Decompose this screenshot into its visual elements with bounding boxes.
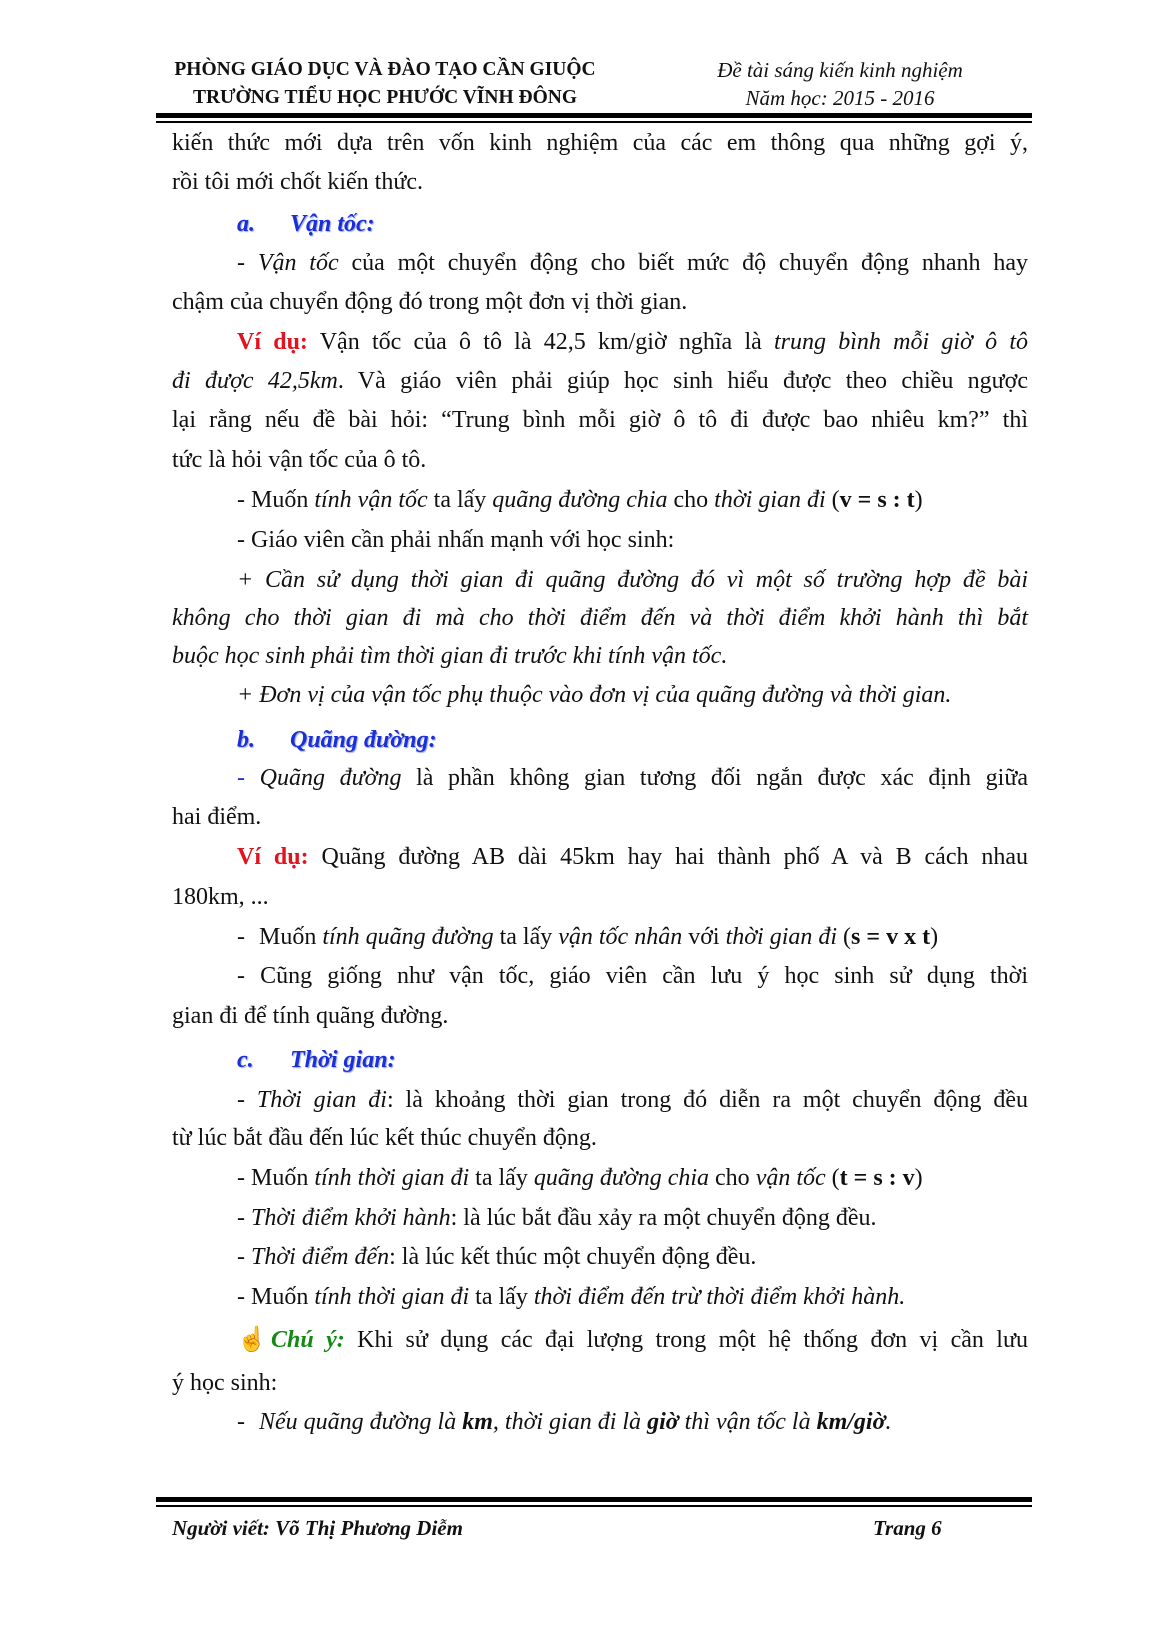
- doc-line-2: Năm học: 2015 - 2016: [745, 86, 935, 110]
- text-line: [237, 1085, 1028, 1115]
- text-run: Quãng đường: [259, 765, 402, 791]
- text-run: (: [837, 924, 852, 950]
- text-run: tính thời gian đi: [314, 1284, 470, 1310]
- text-line: [237, 842, 1028, 872]
- text-run: ): [930, 924, 939, 950]
- text-run: trung bình mỗi giờ ô tô: [774, 329, 1028, 355]
- text-run: -: [237, 250, 258, 276]
- text-line: [237, 922, 1028, 952]
- note-label: Chú ý:: [271, 1327, 345, 1353]
- header-rule-thick: [156, 113, 1032, 118]
- text-run: -: [237, 1244, 251, 1270]
- text-line: [172, 445, 1028, 475]
- text-line: [172, 603, 1028, 633]
- text-run: tính thời gian đi: [314, 1165, 470, 1191]
- text-run: tính vận tốc: [314, 487, 428, 513]
- heading-title: Quãng đường:: [290, 727, 437, 753]
- text-line: [237, 1325, 1028, 1355]
- text-run: của một chuyển động cho biết mức độ chuyển động nhanh hay: [338, 250, 1028, 276]
- text-run: từ lúc bắt đầu đến lúc kết thúc chuyển động.: [172, 1125, 597, 1151]
- text-run: .: [885, 1409, 892, 1435]
- text-run: là phần không gian tương đối ngắn được xác định giữa: [401, 765, 1028, 791]
- text-run: đi được 42,5km: [172, 368, 338, 394]
- text-run: thì vận tốc là: [678, 1409, 817, 1435]
- text-run: : là lúc kết thúc một chuyển động đều.: [389, 1244, 757, 1270]
- text-run: lại rằng nếu đề bài hỏi: “Trung bình mỗi giờ ô tô đi được bao nhiêu km?” thì: [172, 407, 1028, 433]
- text-run: -: [237, 924, 245, 950]
- text-run: cho: [667, 487, 715, 513]
- text-run: - Muốn: [237, 1165, 315, 1191]
- text-line: [172, 1123, 1028, 1153]
- org-line-2: TRƯỜNG TIỂU HỌC PHƯỚC VĨNH ĐÔNG: [192, 87, 578, 108]
- text-run: ta lấy: [493, 924, 559, 950]
- heading-letter: c.: [237, 1047, 254, 1073]
- text-run: quãng đường chia: [533, 1165, 710, 1191]
- footer-rule-thick: [156, 1497, 1032, 1502]
- text-line: [172, 366, 1028, 396]
- text-run: , thời gian đi là: [492, 1409, 648, 1435]
- text-run: rồi tôi mới chốt kiến thức.: [172, 169, 423, 195]
- text-run: chậm của chuyển động đó trong một đơn vị thời gian.: [172, 289, 688, 315]
- text-line: [237, 763, 1028, 793]
- text-run: : là lúc bắt đầu xảy ra một chuyển động đều.: [450, 1205, 877, 1231]
- text-line: [237, 485, 1028, 515]
- text-line: [237, 1203, 1028, 1233]
- text-run: km: [462, 1409, 493, 1435]
- text-line: [237, 1282, 1028, 1312]
- text-run: Nếu quãng đường là: [259, 1409, 463, 1435]
- section-heading: [237, 209, 1093, 239]
- text-run: -: [237, 1087, 257, 1113]
- text-line: [237, 327, 1028, 357]
- text-run: - Cũng giống như vận tốc, giáo viên cần lưu ý học sinh sử dụng thời: [237, 963, 1028, 989]
- text-run: vận tốc nhân: [558, 924, 683, 950]
- heading-letter: a.: [237, 211, 255, 237]
- pointing-hand-icon: ☝: [237, 1327, 267, 1353]
- text-run: t = s : v: [839, 1165, 915, 1191]
- text-run: vận tốc: [755, 1165, 826, 1191]
- text-run: với: [682, 924, 726, 950]
- text-line: [237, 1242, 1028, 1272]
- text-line: [237, 961, 1028, 991]
- text-run: ): [914, 1165, 923, 1191]
- heading-title: Thời gian:: [290, 1047, 396, 1073]
- text-line: [172, 287, 1028, 317]
- heading-title: Vận tốc:: [290, 211, 375, 237]
- text-run: cho: [709, 1165, 756, 1191]
- doc-line-1: Đề tài sáng kiến kinh nghiệm: [717, 58, 963, 82]
- text-run: tính quãng đường: [322, 924, 494, 950]
- heading-letter: b.: [237, 727, 255, 753]
- text-run: tức là hỏi vận tốc của ô tô.: [172, 447, 427, 473]
- text-run: thời điểm đến trừ thời điểm khởi hành.: [533, 1284, 906, 1310]
- section-heading: [237, 725, 1093, 755]
- text-run: ta lấy: [427, 487, 493, 513]
- text-run: hai điểm.: [172, 804, 262, 830]
- text-line: [172, 128, 1028, 158]
- text-line: [172, 405, 1028, 435]
- text-run: gian đi để tính quãng đường.: [172, 1003, 449, 1029]
- header-document-info: [680, 56, 1000, 112]
- footer-page-number: Trang 6: [873, 1516, 942, 1540]
- example-label: Ví dụ:: [237, 329, 308, 355]
- text-run: không cho thời gian đi mà cho thời điểm đến và thời điểm khởi hành thì bắt: [172, 605, 1028, 631]
- text-line: [172, 167, 1028, 197]
- text-run: + Đơn vị của vận tốc phụ thuộc vào đơn vị của quãng đường và thời gian.: [237, 682, 952, 708]
- text-line: [237, 1407, 1028, 1437]
- text-line: [237, 525, 1028, 555]
- text-run: thời gian đi: [725, 924, 838, 950]
- footer-author: Người viết: Võ Thị Phương Diễm: [172, 1516, 463, 1540]
- text-run: Thời điểm khởi hành: [251, 1205, 451, 1231]
- text-run: - Giáo viên cần phải nhấn mạnh với học sinh:: [237, 527, 675, 553]
- text-run: -: [237, 1205, 251, 1231]
- text-line: [172, 882, 1028, 912]
- text-run: [245, 765, 260, 791]
- text-run: -: [237, 1409, 245, 1435]
- text-run: kiến thức mới dựa trên vốn kinh nghiệm của các em thông qua những gợi ý,: [172, 130, 1028, 156]
- text-line: [237, 680, 1028, 710]
- text-run: ta lấy: [469, 1284, 534, 1310]
- text-line: [172, 641, 1028, 671]
- text-run: Vận tốc của ô tô là 42,5 km/giờ nghĩa là: [307, 329, 774, 355]
- text-run: buộc học sinh phải tìm thời gian đi trước khi tính vận tốc.: [172, 643, 728, 669]
- header-organization: [150, 56, 620, 112]
- text-run: 180km, ...: [172, 884, 269, 910]
- text-run: . Và giáo viên phải giúp học sinh hiểu được theo chiều ngược: [337, 368, 1029, 394]
- text-run: km/giờ: [816, 1409, 886, 1435]
- text-run: + Cần sử dụng thời gian đi quãng đường đó vì một số trường hợp đề bài: [237, 567, 1028, 593]
- text-run: - Muốn: [237, 1284, 315, 1310]
- text-run: ta lấy: [469, 1165, 534, 1191]
- header-rule-thin: [156, 121, 1032, 123]
- text-run: ): [914, 487, 923, 513]
- text-run: Quãng đường AB dài 45km hay hai thành phố A và B cách nhau: [308, 844, 1029, 870]
- text-run: Muốn: [259, 924, 323, 950]
- text-run: (: [825, 1165, 840, 1191]
- text-run: Khi sử dụng các đại lượng trong một hệ thống đơn vị cần lưu: [344, 1327, 1028, 1353]
- text-line: [172, 1001, 1028, 1031]
- text-run: v = s : t: [839, 487, 915, 513]
- text-line: [172, 802, 1028, 832]
- text-line: [237, 1163, 1028, 1193]
- text-run: quãng đường chia: [492, 487, 668, 513]
- text-run: Vận tốc: [257, 250, 339, 276]
- text-run: Thời điểm đến: [251, 1244, 390, 1270]
- text-run: (: [825, 487, 840, 513]
- text-run: thời gian đi: [714, 487, 826, 513]
- footer-rule-thin: [156, 1505, 1032, 1507]
- text-run: : là khoảng thời gian trong đó diễn ra một chuyển động đều: [386, 1087, 1028, 1113]
- text-line: [237, 565, 1028, 595]
- text-run: -: [237, 765, 245, 791]
- example-label: Ví dụ:: [237, 844, 309, 870]
- text-run: giờ: [647, 1409, 679, 1435]
- org-line-1: PHÒNG GIÁO DỤC VÀ ĐÀO TẠO CẦN GIUỘC: [174, 59, 596, 80]
- text-run: ý học sinh:: [172, 1370, 278, 1396]
- section-heading: [237, 1045, 1093, 1075]
- text-run: - Muốn: [237, 487, 315, 513]
- text-line: [237, 248, 1028, 278]
- text-run: s = v x t: [851, 924, 931, 950]
- text-line: [172, 1368, 1028, 1398]
- text-run: Thời gian đi: [256, 1087, 387, 1113]
